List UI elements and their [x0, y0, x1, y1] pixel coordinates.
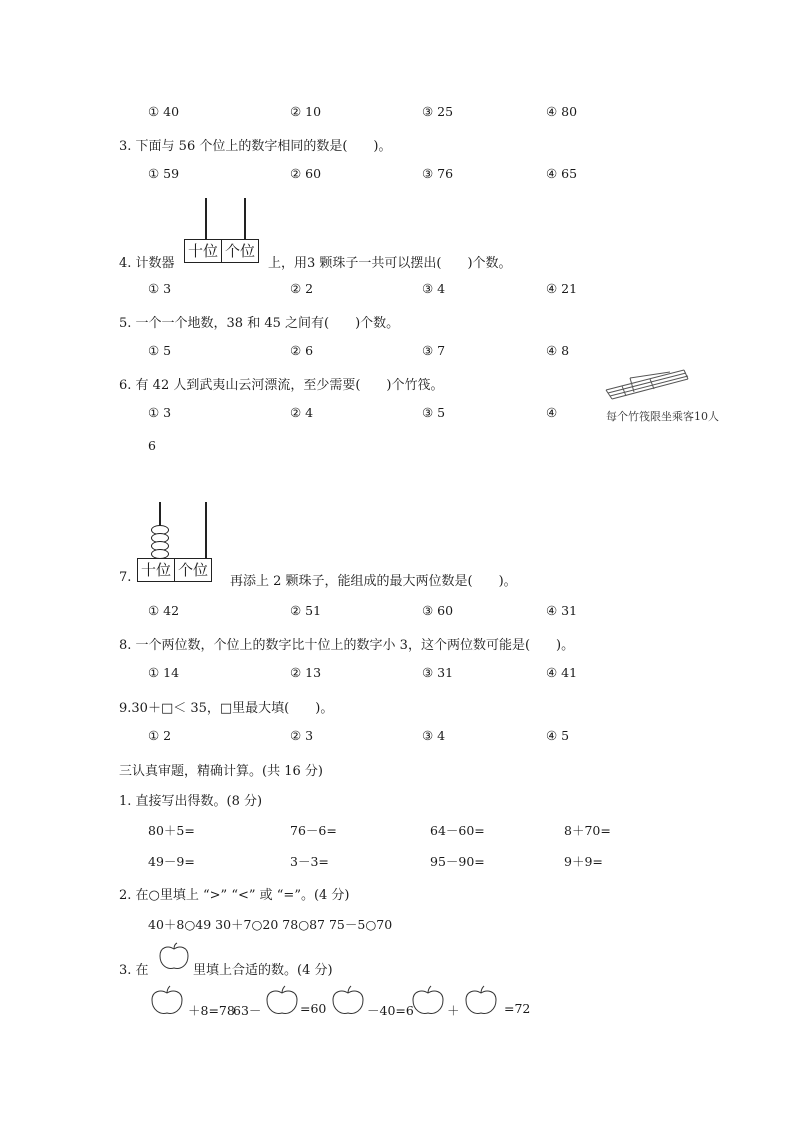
section-3-title: 三认真审题，精确计算。(共 16 分)	[119, 764, 323, 779]
q5-option-1: ① 5	[148, 343, 172, 358]
calc-2: 76－6=	[290, 823, 337, 838]
q3-option-1: ① 59	[148, 166, 180, 181]
q8-option-1: ① 14	[148, 665, 180, 680]
apple-eq-5: ＋	[447, 1003, 460, 1018]
q7-option-3: ③ 60	[422, 603, 454, 618]
q8-option-3: ③ 31	[422, 665, 454, 680]
q7-option-4: ④ 31	[546, 603, 578, 618]
q8-option-4: ④ 41	[546, 665, 578, 680]
q4-option-3: ③ 4	[422, 281, 446, 296]
q5-option-4: ④ 8	[546, 343, 570, 358]
apple-eq-4: －40=6	[367, 1003, 414, 1018]
apple-eq-2: 63－	[233, 1003, 262, 1018]
abacus-rod-tens	[205, 198, 207, 240]
q9-option-3: ③ 4	[422, 728, 446, 743]
q6-option-4-value: 6	[148, 438, 156, 453]
q2-option-4: ④ 80	[546, 104, 578, 119]
q3-option-2: ② 60	[290, 166, 322, 181]
question-8: 8. 一个两位数，个位上的数字比十位上的数字小 3，这个两位数可能是( )。	[119, 638, 575, 653]
apple-eq-3: =60	[300, 1001, 327, 1016]
q7-option-1: ① 42	[148, 603, 180, 618]
q2-option-1: ① 40	[148, 104, 180, 119]
question-3: 3. 下面与 56 个位上的数字相同的数是( )。	[119, 139, 392, 154]
q9-option-4: ④ 5	[546, 728, 570, 743]
calc-1: 80＋5=	[148, 823, 195, 838]
abacus-frame-q7	[137, 558, 212, 582]
q4-option-2: ② 2	[290, 281, 314, 296]
question-4-prefix: 4. 计数器	[119, 256, 175, 271]
q3-option-4: ④ 65	[546, 166, 578, 181]
calc-8: 9＋9=	[564, 854, 603, 869]
compare-line: 40＋8○49 30＋7○20 78○87 75－5○70	[148, 917, 393, 932]
question-4-suffix: 上，用3 颗珠子一共可以摆出( )个数。	[268, 256, 512, 271]
calc-7: 95－90=	[430, 854, 485, 869]
q6-option-1: ① 3	[148, 405, 172, 420]
q7-option-2: ② 51	[290, 603, 322, 618]
q4-option-4: ④ 21	[546, 281, 578, 296]
part-3-title-after: 里填上合适的数。(4 分)	[193, 963, 333, 978]
question-7-suffix: 再添上 2 颗珠子，能组成的最大两位数是( )。	[230, 574, 517, 589]
q2-option-3: ③ 25	[422, 104, 454, 119]
question-5: 5. 一个一个地数，38 和 45 之间有( )个数。	[119, 316, 400, 331]
part-3-title-before: 3. 在	[119, 963, 149, 978]
abacus-label-tens-q7: 十位	[141, 561, 172, 579]
abacus-label-ones-q7: 个位	[174, 559, 211, 581]
q8-option-2: ② 13	[290, 665, 322, 680]
apple-icon	[331, 985, 365, 1017]
bamboo-raft-icon	[600, 366, 692, 404]
part-1-title: 1. 直接写出得数。(8 分)	[119, 794, 263, 809]
calc-4: 8＋70=	[564, 823, 611, 838]
part-2-title: 2. 在○里填上 “>” “<” 或 “=”。(4 分)	[119, 888, 350, 903]
apple-eq-1: ＋8=78	[188, 1003, 235, 1018]
calc-6: 3－3=	[290, 854, 329, 869]
apple-icon	[411, 985, 445, 1017]
apple-eq-6: =72	[504, 1001, 531, 1016]
question-6: 6. 有 42 人到武夷山云河漂流，至少需要( )个竹筏。	[119, 378, 444, 393]
abacus-label-tens: 十位	[188, 242, 219, 260]
question-7-prefix: 7.	[119, 570, 132, 585]
calc-3: 64－60=	[430, 823, 485, 838]
q2-option-2: ② 10	[290, 104, 322, 119]
question-9: 9.30＋□＜ 35，□里最大填( )。	[119, 701, 334, 716]
apple-icon	[158, 942, 190, 972]
apple-icon	[150, 985, 184, 1017]
calc-5: 49－9=	[148, 854, 195, 869]
q4-option-1: ① 3	[148, 281, 172, 296]
abacus-rod-ones-q7	[205, 502, 207, 558]
q9-option-1: ① 2	[148, 728, 172, 743]
apple-icon	[265, 985, 299, 1017]
apple-icon	[464, 985, 498, 1017]
q5-option-3: ③ 7	[422, 343, 446, 358]
q3-option-3: ③ 76	[422, 166, 454, 181]
q5-option-2: ② 6	[290, 343, 314, 358]
abacus-label-ones: 个位	[221, 240, 258, 262]
q6-option-2: ② 4	[290, 405, 314, 420]
q6-option-4: ④	[546, 405, 558, 420]
q6-option-3: ③ 5	[422, 405, 446, 420]
q9-option-2: ② 3	[290, 728, 314, 743]
abacus-rod-ones	[244, 198, 246, 240]
raft-caption: 每个竹筏限坐乘客10人	[606, 410, 719, 423]
abacus-frame-q4	[184, 239, 259, 263]
